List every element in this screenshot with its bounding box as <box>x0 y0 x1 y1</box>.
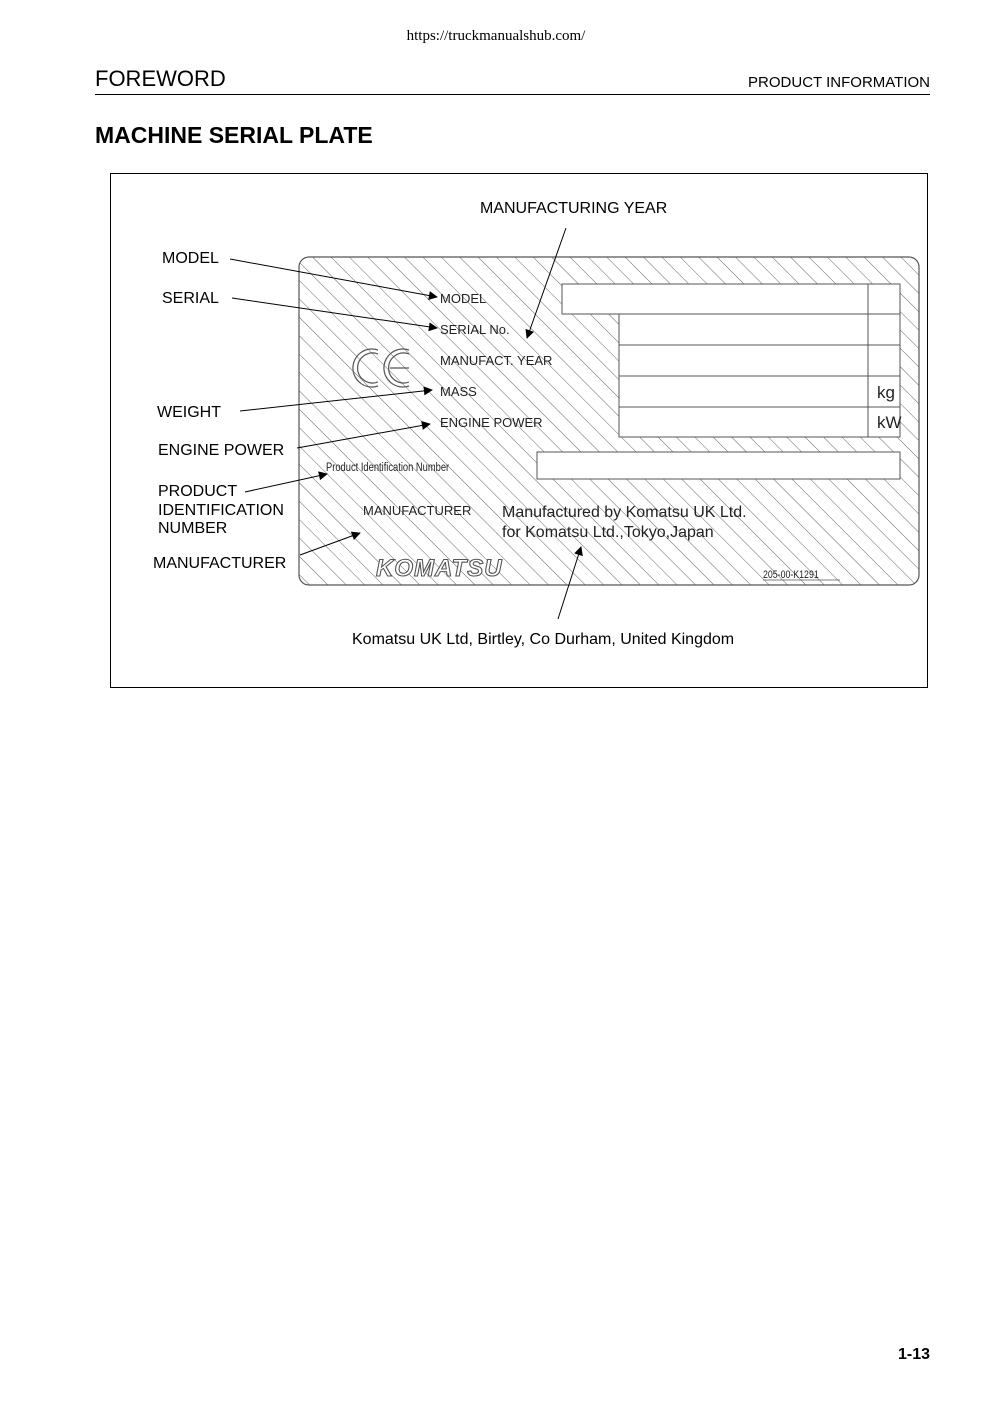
plate-serial-label: SERIAL No. <box>440 322 510 337</box>
power-value-box <box>619 407 900 437</box>
plate-power-label: ENGINE POWER <box>440 415 543 430</box>
callout-manufacturer: MANUFACTURER <box>153 555 287 572</box>
category-title: PRODUCT INFORMATION <box>748 74 930 91</box>
callout-product-id-line1: PRODUCT <box>158 483 238 500</box>
model-value-box <box>562 284 900 314</box>
plate-manufacturer-label: MANUFACTURER <box>363 503 472 518</box>
section-title: FOREWORD <box>95 66 226 91</box>
page-title: MACHINE SERIAL PLATE <box>95 122 373 148</box>
callout-manufacturing-year: MANUFACTURING YEAR <box>480 200 668 217</box>
callout-model: MODEL <box>162 250 219 267</box>
pin-label: Product Identification Number <box>325 460 450 475</box>
power-unit: kW <box>877 413 902 432</box>
mass-value-box <box>619 376 900 407</box>
year-value-box <box>619 345 900 376</box>
serial-value-box <box>619 314 900 345</box>
pin-value-box <box>537 452 900 479</box>
plate-year-label: MANUFACT. YEAR <box>440 353 553 368</box>
plate-model-label: MODEL <box>440 291 487 306</box>
callout-product-id-line3: NUMBER <box>158 520 228 537</box>
callout-engine-power: ENGINE POWER <box>158 442 285 459</box>
callout-weight: WEIGHT <box>157 404 221 421</box>
callout-address: Komatsu UK Ltd, Birtley, Co Durham, United Kingdom <box>352 631 735 648</box>
callout-product-id-line2: IDENTIFICATION <box>158 502 284 519</box>
source-url: https://truckmanualshub.com/ <box>406 28 586 44</box>
drawing-code: 205-00-K1291 <box>763 569 819 582</box>
mass-unit: kg <box>877 383 895 402</box>
manufactured-by-line1: Manufactured by Komatsu UK Ltd. <box>502 504 747 521</box>
callout-serial: SERIAL <box>162 290 219 307</box>
page-number: 1-13 <box>897 1346 930 1363</box>
komatsu-logo: KOMATSU <box>376 555 503 582</box>
plate-mass-label: MASS <box>440 384 477 399</box>
manufactured-by-line2: for Komatsu Ltd.,Tokyo,Japan <box>502 524 714 541</box>
